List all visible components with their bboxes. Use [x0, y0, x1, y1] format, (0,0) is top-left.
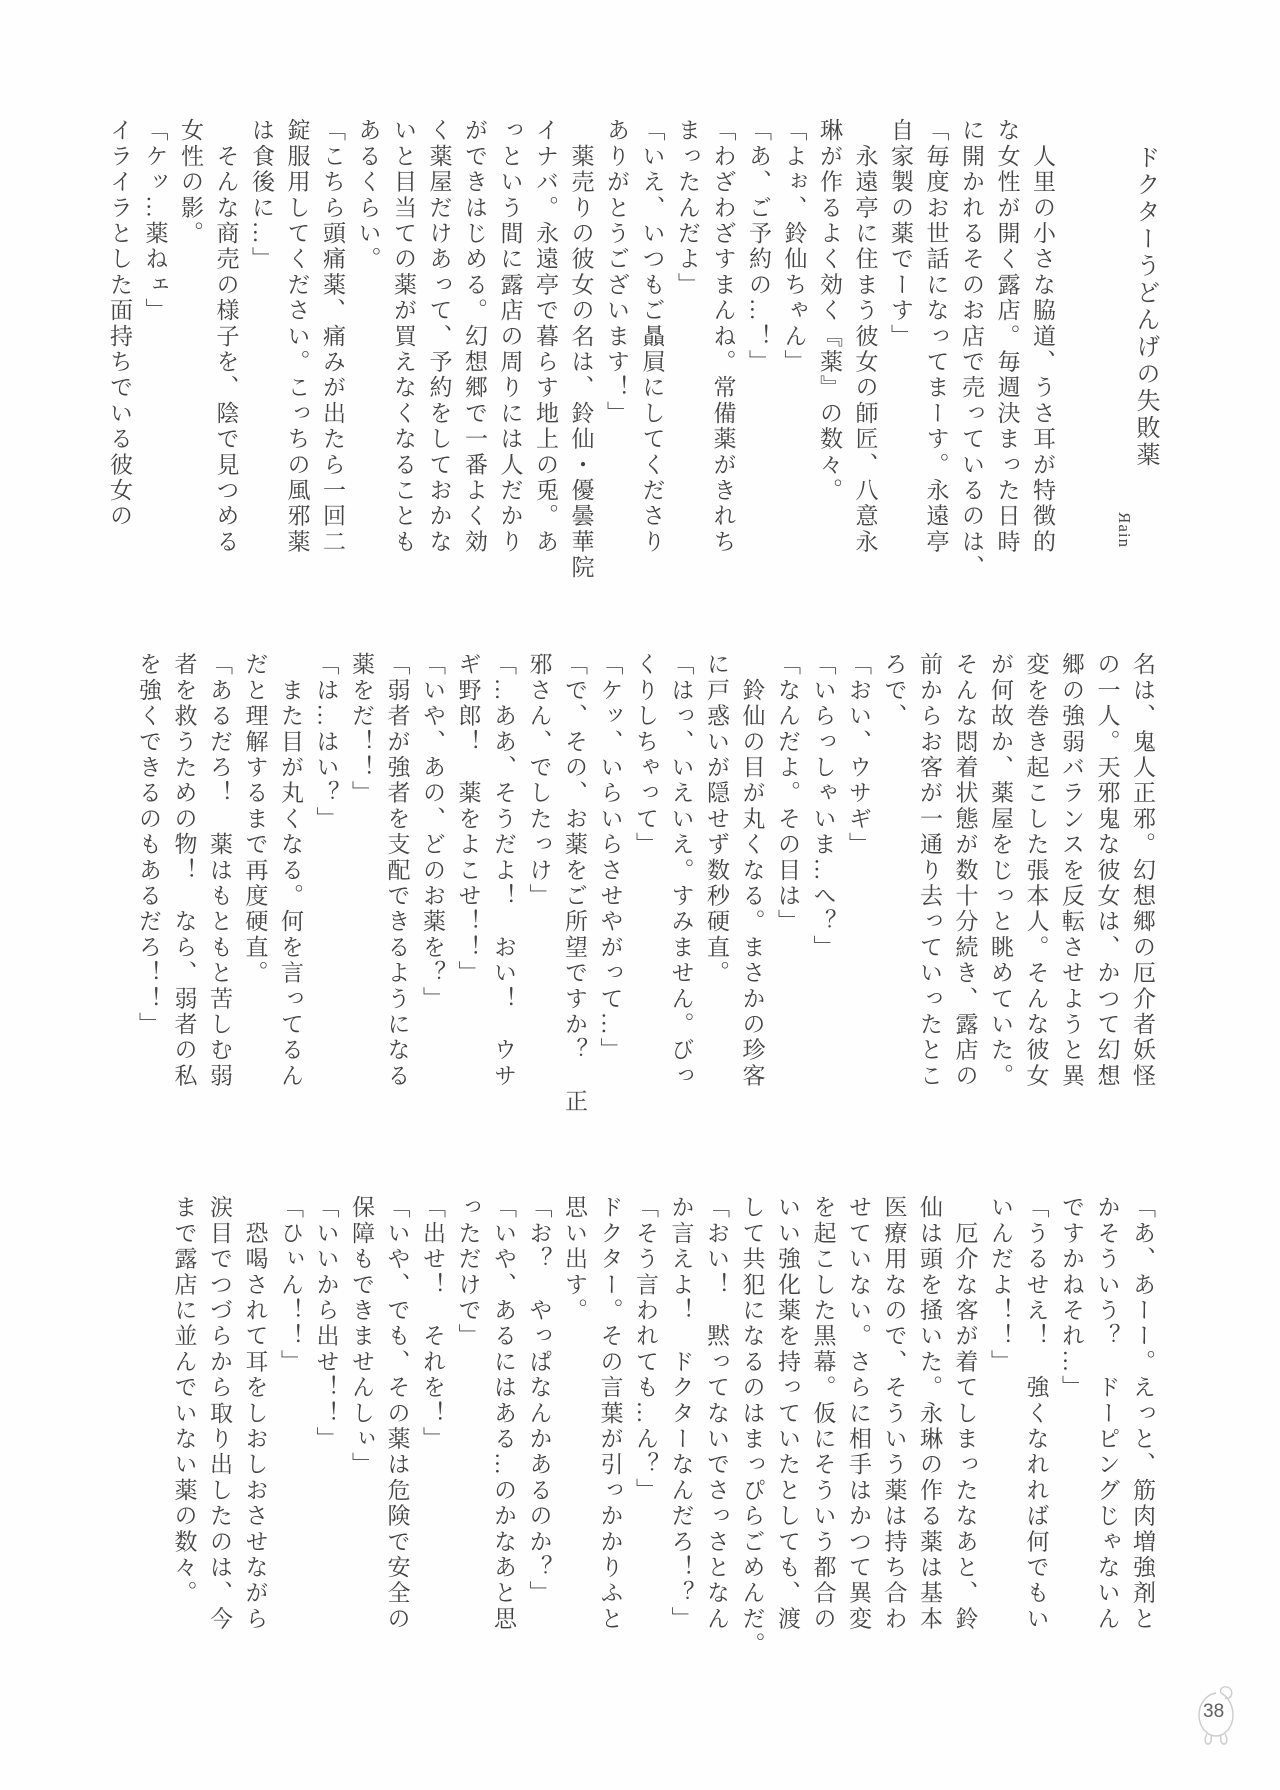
text-column: 「うるせえ！ 強くなれれば何でもい [1023, 1195, 1049, 1632]
text-column: 「毎度お世話になってまーす。永遠亭 [923, 118, 949, 555]
text-column: だと理解するまで再度硬直。 [242, 652, 268, 987]
text-column: 邪さん、でしたっけ」 [526, 652, 552, 909]
text-column: の一人。天邪鬼な彼女は、かつて幻想 [1094, 652, 1120, 1089]
text-column: 「いや、あの、どのお薬を？」 [420, 652, 445, 1012]
text-column: ギ野郎！ 薬をよこせ！！」 [455, 652, 481, 987]
text-column: ドクター。その言葉が引っかかりふと [597, 1195, 623, 1632]
text-column: して共犯になるのはまっぴらごめんだ。 [739, 1195, 765, 1658]
text-column: を起こした黒幕。仮にそういう都合の [810, 1195, 836, 1632]
text-column: は食後に…」 [249, 118, 274, 273]
text-column: 「わざわざすまんね。常備薬がきれち [710, 118, 736, 555]
author-name: Яain [1115, 512, 1134, 549]
text-column: 「あ、あーー。えっと、筋肉増強剤と [1130, 1195, 1155, 1632]
text-column: ろで、 [881, 652, 907, 730]
text-column: 「そう言われても…ん？」 [633, 1195, 658, 1504]
text-column: そんな悶着状態が数十分続き、露店の [952, 652, 978, 1089]
text-column: く薬屋だけあって、予約をしておかな [426, 118, 452, 555]
text-column: 「いいから出せ！！」 [313, 1195, 339, 1452]
text-column: 保障もできませんしぃ」 [349, 1195, 374, 1478]
page-number: 38 [1203, 1701, 1225, 1722]
text-column: 「あるだろ！ 薬はもともと苦しむ弱 [207, 652, 232, 1089]
text-column: 「出せ！ それを！」 [420, 1195, 445, 1452]
text-column: また目が丸くなる。何を言ってるん [278, 652, 303, 1089]
text-column: っという間に露店の周りには人だかり [497, 118, 523, 555]
text-column: 鈴仙の目が丸くなる。まさかの珍客 [739, 652, 765, 1089]
text-column: 前からお客が一通り去っていったとこ [917, 652, 942, 1089]
text-column: 「いえ、いつもご贔屓にしてくださり [639, 118, 665, 555]
text-column: イナバ。永遠亭で暮らす地上の兎。あ [533, 118, 558, 555]
text-column: 女性の影。 [178, 118, 203, 247]
text-column: 「いや、あるにはある…のかなあと思 [491, 1195, 516, 1632]
text-column: 涙目でつづらから取り出したのは、今 [207, 1195, 232, 1632]
text-column: 「お？ やっぱなんかあるのか？」 [526, 1195, 552, 1607]
text-column: イライラとした面持ちでいる彼女の [107, 118, 132, 530]
text-column: ありがとうございます！」 [604, 118, 629, 427]
text-column: 「弱者が強者を支配できるようになる [384, 652, 410, 1089]
text-column: 「は…はい？」 [313, 652, 339, 832]
text-block-bottom [166, 1195, 1160, 1679]
text-column: 「おい！ 黙ってないでさっさとなん [704, 1195, 729, 1632]
text-column: いと目当ての薬が買えなくなることも [391, 118, 416, 555]
text-column: ができはじめる。幻想郷で一番よく効 [462, 118, 487, 555]
text-column: まったんだよ」 [675, 118, 700, 298]
text-column: かそういう？ ドーピングじゃないん [1094, 1195, 1120, 1632]
text-column: 自家製の薬でーす」 [888, 118, 913, 350]
text-column: に戸惑いが隠せず数秒硬直。 [704, 652, 729, 987]
text-column: いい強化薬を持っていたとしても、渡 [775, 1195, 800, 1632]
text-column: に開かれるそのお店で売っているのは、 [959, 118, 984, 581]
text-column: 厄介な客が着てしまったなあと、鈴 [952, 1195, 978, 1632]
text-column: いんだよ！！」 [988, 1195, 1013, 1375]
text-column: 錠服用してください。こっちの風邪薬 [284, 118, 310, 555]
text-column: が何故か、薬屋をじっと眺めていた。 [988, 652, 1013, 1089]
text-column: 「はっ、いえいえ。すみません。びっ [668, 652, 694, 1089]
text-column: 仙は頭を掻いた。永琳の作る薬は基本 [917, 1195, 942, 1632]
text-column: くりしちゃって」 [633, 652, 658, 858]
text-column: 「こちら頭痛薬、痛みが出たら一回二 [320, 118, 345, 555]
text-column: 「ひぃん！！」 [278, 1195, 303, 1375]
text-column: 薬売りの彼女の名は、鈴仙・優曇華院 [568, 118, 594, 581]
text-column: 「ケッ…薬ねェ」 [142, 118, 168, 324]
page-number-badge [1190, 1684, 1242, 1746]
text-column: ですかねそれ…」 [1059, 1195, 1084, 1401]
text-column: 「あ、ご予約の…！」 [746, 118, 771, 375]
text-column: 琳が作るよく効く『薬』の数々。 [817, 118, 842, 504]
text-column: そんな商売の様子を、陰で見つめる [213, 118, 239, 555]
text-column: を強くできるのもあるだろ！！」 [136, 652, 161, 1038]
text-column: 「いらっしゃいま…へ？」 [810, 652, 836, 961]
text-column: 「おい、ウサギ」 [846, 652, 871, 858]
text-column: 医療用なので、そういう薬は持ち合わ [881, 1195, 907, 1632]
text-column: な女性が開く露店。毎週決まった日時 [994, 118, 1020, 555]
text-block-top [102, 118, 1061, 602]
text-column: 「…ああ、そうだよ！ おい！ ウサ [491, 652, 516, 1089]
text-column: 「ケッ、いらいらさせやがって…」 [597, 652, 623, 1064]
text-column: あるくらい。 [355, 118, 381, 273]
text-column: 郷の強弱バランスを反転させようと異 [1059, 652, 1084, 1089]
text-block-middle [131, 652, 1161, 1136]
text-column: 思い出す。 [562, 1195, 587, 1324]
page-title: ドクターうどんげの失敗薬 [1132, 145, 1158, 469]
text-column: 人里の小さな脇道、うさ耳が特徴的 [1030, 118, 1055, 555]
text-column: 「よぉ、鈴仙ちゃん」 [781, 118, 807, 375]
text-column: せていない。さらに相手はかつて異変 [846, 1195, 871, 1632]
text-column: 薬をだ！！」 [349, 652, 374, 807]
text-column: 「いや、でも、その薬は危険で安全の [384, 1195, 410, 1632]
text-column: まで露店に並んでいない薬の数々。 [171, 1195, 197, 1607]
text-column: 変を巻き起こした張本人。そんな彼女 [1023, 652, 1049, 1089]
text-column: か言えよ！ ドクターなんだろ！？」 [668, 1195, 694, 1632]
text-column: 「で、その、お薬をご所望ですか？ 正 [562, 652, 587, 1115]
text-column: っただけで」 [455, 1195, 481, 1350]
text-column: 恐喝されて耳をしおしおさせながら [242, 1195, 268, 1632]
text-column: 名は、鬼人正邪。幻想郷の厄介者妖怪 [1130, 652, 1155, 1089]
text-column: 永遠亭に住まう彼女の師匠、八意永 [852, 118, 878, 555]
text-column: 者を救うための物！ なら、弱者の私 [171, 652, 197, 1089]
text-column: 「なんだよ。その目は」 [775, 652, 800, 935]
